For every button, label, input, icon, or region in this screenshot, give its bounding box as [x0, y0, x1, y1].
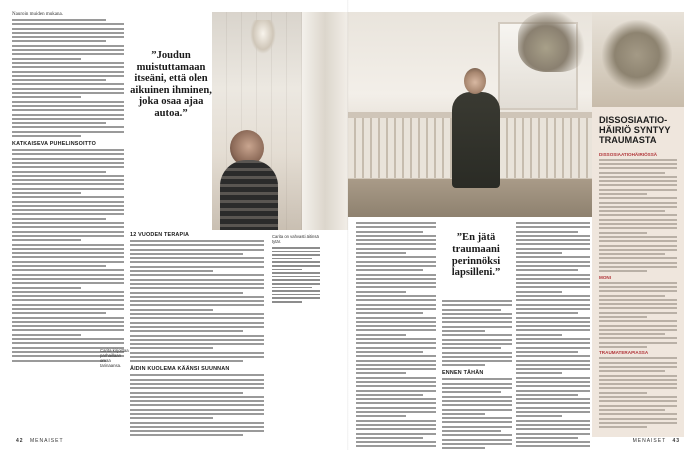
magazine-name-left: MENAISET: [29, 438, 64, 444]
right-column-3: [516, 222, 590, 450]
photo-caption-middle: [272, 234, 320, 305]
right-column-2-body-b: [442, 378, 512, 449]
footer-left: [12, 438, 64, 444]
column-1-body-a: [12, 19, 124, 137]
pull-quote-right: ”En jätä traumaani perinnöksi lapsilleni.”: [451, 232, 501, 279]
caption-middle-p1: Carita on vahvasti äitinsä tytär.: [272, 234, 319, 244]
right-column-2: [442, 300, 512, 450]
right-column-1: [356, 222, 436, 450]
column-1-lead-words: Nauroin muiden mukana.: [12, 12, 63, 17]
page-number-right: 43: [672, 438, 680, 444]
sidebar-body-2: [599, 282, 677, 348]
right-column-3-body: [516, 222, 590, 450]
footer-right: [633, 438, 684, 444]
sidebar-body-1: [599, 159, 677, 273]
magazine-name-right: MENAISET: [632, 438, 667, 444]
photo-dried-branches: [592, 12, 684, 107]
sidebar-title: DISSOSIAATIO-HÄIRIÖ SYNTYY TRAUMASTA: [599, 115, 671, 146]
right-column-1-body: [356, 222, 436, 450]
pull-quote-left: ”Joudun muistuttamaan itseäni, että olen aikuinen ihminen, joka osaa ajaa autoa.”: [130, 50, 212, 119]
photo-carita-on-porch: [348, 12, 592, 217]
page-gutter: [347, 0, 349, 450]
photo-caption-left: Carita kirjoittaa parhaillaan omaa tarinaansa.: [100, 348, 129, 368]
column-2-body-a: [130, 240, 264, 362]
page-number-left: 42: [16, 438, 24, 444]
right-column-2-body-a: [442, 300, 512, 366]
column-2-subhead-1: 12 VUODEN TERAPIA: [130, 232, 190, 238]
column-2-subhead-2: ÄIDIN KUOLEMA KÄÄNSI SUUNNAN: [130, 366, 230, 373]
right-column-2-subhead: ENNEN TÄHÄN: [442, 370, 484, 377]
left-column-1: [12, 12, 124, 364]
caption-middle-body: [272, 247, 320, 303]
sidebar-lead-1: DISSOSIAATIOHÄIRIÖSSÄ: [599, 151, 658, 157]
sidebar-body-3: [599, 357, 677, 428]
left-column-2: [130, 232, 264, 439]
column-1-body-b: [12, 149, 124, 362]
column-2-body-b: [130, 374, 264, 436]
column-1-subhead: KATKAISEVA PUHELINSOITTO: [12, 141, 96, 148]
sidebar-lead-2: MONI: [599, 274, 611, 280]
sidebar-lead-3: TRAUMATERAPIASSA: [599, 350, 649, 356]
photo-carita-portrait: [212, 12, 348, 230]
fact-box-sidebar: [592, 107, 684, 437]
